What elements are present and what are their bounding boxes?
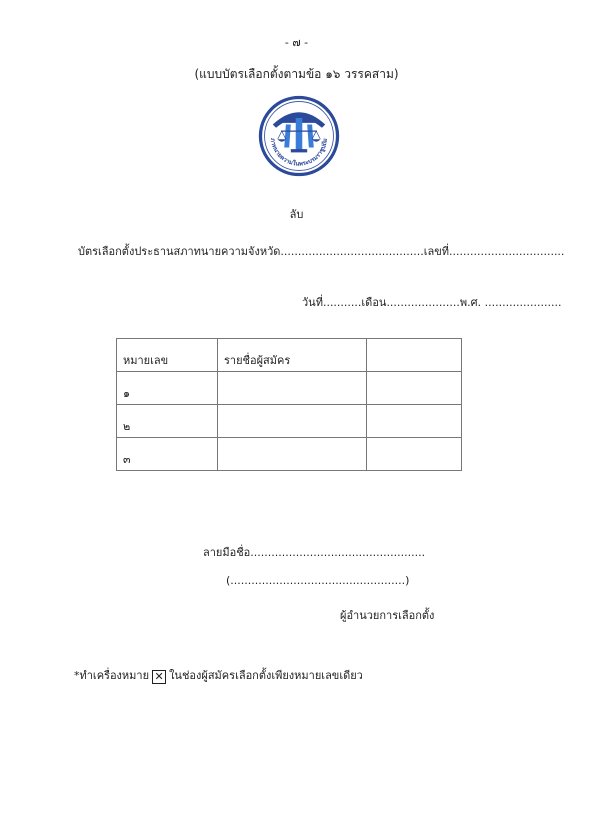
table-header-row xyxy=(117,339,462,372)
signature-title: ผู้อำนวยการเลือกตั้ง xyxy=(340,609,435,622)
row-candidate-name xyxy=(218,372,367,405)
footnote-prefix: *ทำเครื่องหมาย xyxy=(74,669,150,682)
row-mark-cell[interactable] xyxy=(367,372,462,405)
secret-label: ลับ xyxy=(289,208,304,221)
row-number: ๒ xyxy=(117,405,218,438)
x-mark-box-icon: ✕ xyxy=(152,670,166,684)
candidate-table xyxy=(116,338,462,471)
row-mark-cell[interactable] xyxy=(367,438,462,471)
signature-name-line: (..................................................) xyxy=(226,574,410,587)
row-number: ๑ xyxy=(117,372,218,405)
footnote xyxy=(74,666,363,684)
header-candidate-name: รายชื่อผู้สมัคร xyxy=(218,339,367,372)
page-number: - ๗ - xyxy=(284,36,309,49)
signature-line: ลายมือชื่อ.................................................. xyxy=(203,546,426,559)
table-row xyxy=(117,405,462,438)
table-row xyxy=(117,438,462,471)
header-mark xyxy=(367,339,462,372)
ballot-title-line: บัตรเลือกตั้งประธานสภาทนายความจังหวัด.........................................เลขที่................................. xyxy=(78,245,565,258)
row-mark-cell[interactable] xyxy=(367,405,462,438)
row-candidate-name xyxy=(218,438,367,471)
row-candidate-name xyxy=(218,405,367,438)
header-number: หมายเลข xyxy=(117,339,218,372)
svg-text:สภาทนายความในพระบรมราชูปถัมภ์: ภาทนายความในพระบรมราชูปถัม xyxy=(269,137,329,168)
form-caption: (แบบบัตรเลือกตั้งตามข้อ ๑๖ วรรคสาม) xyxy=(194,67,399,81)
date-line: วันที่...........เดือน.....................พ.ศ. ...................... xyxy=(302,296,562,309)
table-row xyxy=(117,372,462,405)
row-number: ๓ xyxy=(117,438,218,471)
footnote-suffix: ในช่องผู้สมัครเลือกตั้งเพียงหมายเลขเดียว xyxy=(169,669,363,682)
council-seal-logo xyxy=(258,95,340,177)
